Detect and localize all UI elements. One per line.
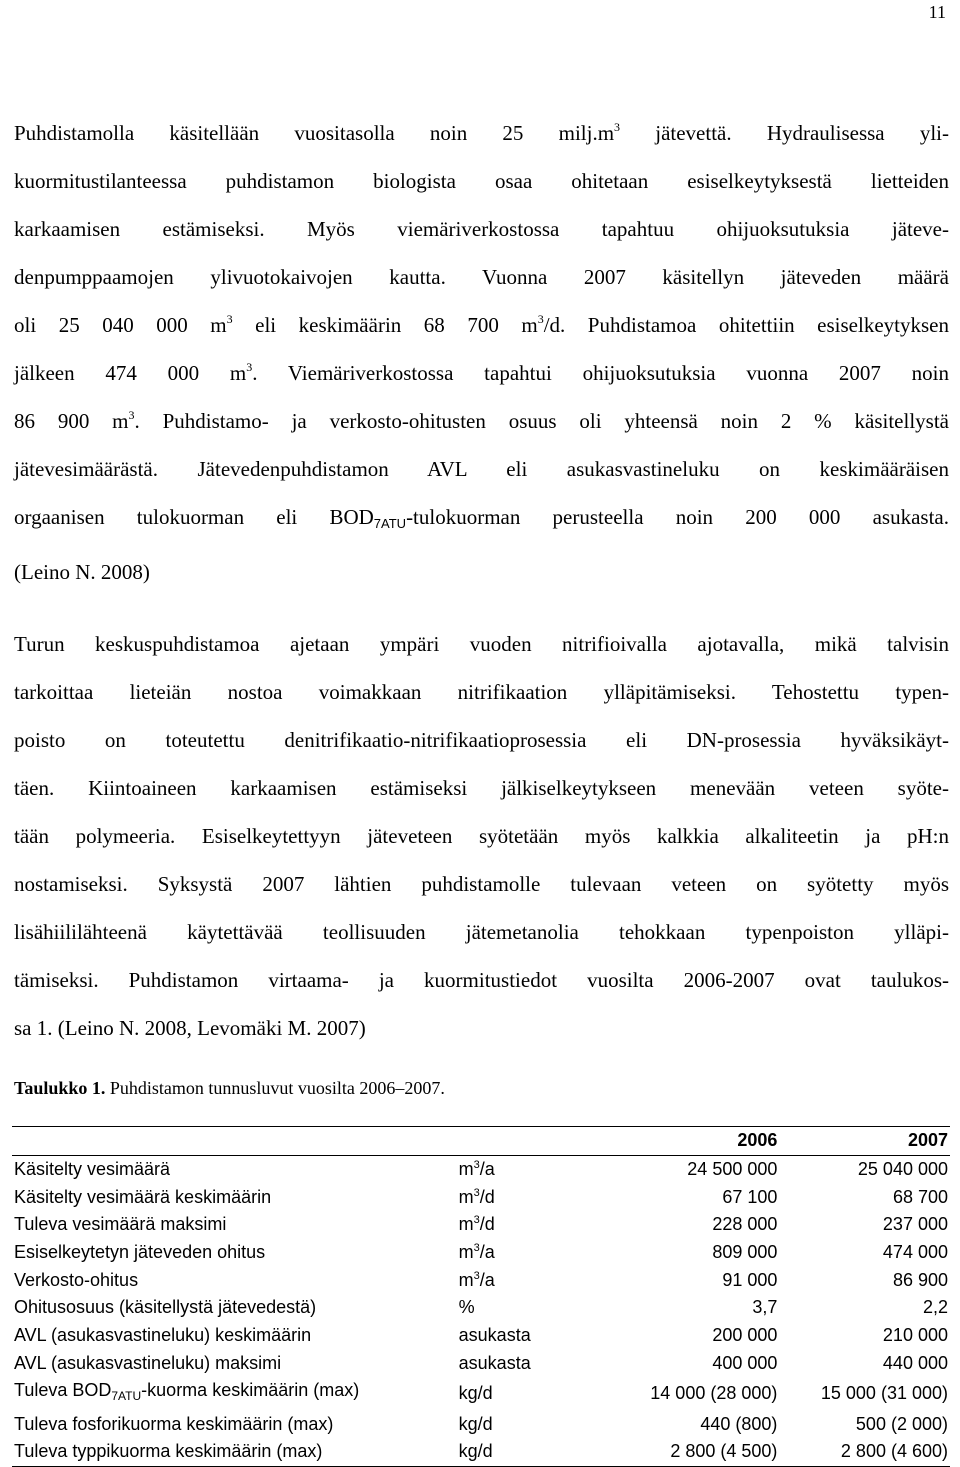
table-row bbox=[12, 1438, 950, 1466]
paragraph-1-line: jälkeen 474 000 $m^3$. Viemäriverkostossa tapahtui ohijuoksutuksia vuonna 2007 noin bbox=[14, 360, 950, 385]
header-label bbox=[12, 1127, 457, 1156]
paragraph-1-line: kuormitustilanteessa puhdistamon biologista osaa ohitetaan esiselkeytyksestä lietteiden bbox=[14, 169, 949, 193]
header-2007: 2007 bbox=[787, 1127, 950, 1156]
paragraph-2 bbox=[14, 620, 949, 1052]
paragraph-2-line: täen. Kiintoaineen karkaamisen estämiseksi jälkiselkeytykseen menevään veteen syöte- bbox=[14, 776, 949, 800]
row-unit: $m^3/d$ bbox=[458, 1214, 495, 1235]
row-unit: asukasta bbox=[458, 1325, 531, 1346]
table-row bbox=[12, 1322, 950, 1350]
table-body bbox=[12, 1155, 950, 1466]
row-value-2006: 67 100 bbox=[722, 1186, 778, 1207]
paragraph-1-line: denpumppaamojen ylivuotokaivojen kautta. Vuonna 2007 käsitellyn jäteveden määrä bbox=[14, 265, 949, 289]
paragraph-2-line: poisto on toteutettu denitrifikaatio-nitrifikaatioprosessia eli DN-prosessia hyväksikäyt- bbox=[14, 728, 949, 752]
row-unit: kg/d bbox=[458, 1413, 493, 1434]
paragraph-2-line: tämiseksi. Puhdistamon virtaama- ja kuormitustiedot vuosilta 2006-2007 ovat taulukos- bbox=[14, 968, 949, 992]
row-value-2006: 200 000 bbox=[712, 1325, 778, 1346]
row-unit: $m^3/a$ bbox=[458, 1159, 495, 1180]
paragraph-2-line: Turun keskuspuhdistamoa ajetaan ympäri vuoden nitrifioivalla ajotavalla, mikä talvisin bbox=[14, 632, 949, 656]
row-unit: asukasta bbox=[458, 1352, 531, 1373]
row-value-2006: 24 500 000 bbox=[687, 1159, 778, 1180]
table-row bbox=[12, 1350, 950, 1378]
paragraph-1-line: Puhdistamolla käsitellään vuositasolla noin 25 $milj.m^3$ jätevettä. Hydraulisessa yli- bbox=[14, 120, 949, 145]
row-value-2007: 15 000 (31 000) bbox=[820, 1383, 948, 1404]
row-value-2007: 2 800 (4 600) bbox=[787, 1438, 950, 1466]
row-value-2006: 14 000 (28 000) bbox=[650, 1383, 778, 1404]
row-label: AVL (asukasvastineluku) maksimi bbox=[14, 1352, 282, 1373]
row-label: Käsitelty vesimäärä bbox=[14, 1159, 171, 1180]
paragraph-1-line: (Leino N. 2008) bbox=[14, 560, 150, 584]
row-value-2006: 400 000 bbox=[712, 1352, 778, 1373]
paragraph-1-line: orgaanisen tulokuorman eli BOD7ATU-tulokuorman perusteella noin 200 000 asukasta. bbox=[14, 505, 949, 531]
row-label: Esiselkeytetyn jäteveden ohitus bbox=[14, 1242, 266, 1263]
table-caption bbox=[14, 1078, 445, 1099]
header-2006: 2006 bbox=[579, 1127, 788, 1156]
paragraph-1-line: oli 25 040 000 $m^3$ eli keskimäärin 68 700 $m^3/d$. Puhdistamoa ohitettiin esiselkeytyksen bbox=[14, 312, 949, 337]
row-label: Tuleva typpikuorma keskimäärin (max) bbox=[12, 1438, 457, 1466]
paragraph-1-line: jätevesimäärästä. Jätevedenpuhdistamon AVL eli asukasvastineluku on keskimääräisen bbox=[14, 457, 949, 481]
table-row bbox=[12, 1266, 950, 1294]
table-caption-label: Taulukko 1. bbox=[14, 1078, 106, 1098]
row-value-2007: 500 (2 000) bbox=[855, 1413, 948, 1434]
table-caption-text: Puhdistamon tunnusluvut vuosilta 2006–2007. bbox=[105, 1078, 445, 1098]
row-label: Tuleva fosforikuorma keskimäärin (max) bbox=[14, 1413, 334, 1434]
row-value-2007: 440 000 bbox=[882, 1352, 948, 1373]
row-value-2007: 237 000 bbox=[882, 1214, 948, 1235]
row-label: Verkosto-ohitus bbox=[14, 1269, 139, 1290]
row-value-2006: 228 000 bbox=[712, 1214, 778, 1235]
table-row bbox=[12, 1211, 950, 1239]
row-unit: kg/d bbox=[457, 1438, 579, 1466]
row-value-2007: 474 000 bbox=[882, 1242, 948, 1263]
table-header-row bbox=[12, 1127, 950, 1156]
row-label: Tuleva $BOD_{7ATU}$-kuorma keskimäärin (max) bbox=[14, 1380, 360, 1404]
row-value-2006: 2 800 (4 500) bbox=[579, 1438, 788, 1466]
row-unit: % bbox=[458, 1297, 475, 1318]
row-unit: $m^3/d$ bbox=[458, 1186, 495, 1207]
table-row bbox=[12, 1377, 950, 1410]
row-value-2006: 3,7 bbox=[752, 1297, 778, 1318]
row-unit: $m^3/a$ bbox=[458, 1242, 495, 1263]
row-unit: kg/d bbox=[458, 1383, 493, 1404]
row-value-2007: 25 040 000 bbox=[857, 1159, 948, 1180]
header-unit bbox=[457, 1127, 579, 1156]
paragraph-1-line: 86 900 $m^3$. Puhdistamo- ja verkosto-ohitusten osuus oli yhteensä noin 2 % käsitellystä bbox=[14, 408, 949, 433]
paragraph-1-line: karkaamisen estämiseksi. Myös viemäriverkostossa tapahtuu ohijuoksutuksia jäteve- bbox=[14, 217, 949, 241]
table-row bbox=[12, 1410, 950, 1438]
paragraph-2-line: tään polymeeria. Esiselkeytettyyn jäteveteen syötetään myös kalkkia alkaliteetin ja pH:n bbox=[14, 824, 949, 848]
data-table bbox=[12, 1126, 950, 1467]
row-label: Tuleva vesimäärä maksimi bbox=[14, 1214, 227, 1235]
paragraph-2-line: nostamiseksi. Syksystä 2007 lähtien puhdistamolle tulevaan veteen on syötetty myös bbox=[14, 872, 949, 896]
row-label: Ohitusosuus (käsitellystä jätevedestä) bbox=[14, 1297, 317, 1318]
row-label: AVL (asukasvastineluku) keskimäärin bbox=[14, 1325, 312, 1346]
page-number: 11 bbox=[928, 2, 946, 22]
paragraph-2-line: sa 1. (Leino N. 2008, Levomäki M. 2007) bbox=[14, 1016, 366, 1040]
row-label: Käsitelty vesimäärä keskimäärin bbox=[14, 1186, 272, 1207]
paragraph-1 bbox=[14, 109, 949, 596]
row-value-2007: 86 900 bbox=[892, 1269, 948, 1290]
row-value-2006: 91 000 bbox=[722, 1269, 778, 1290]
row-unit: $m^3/a$ bbox=[458, 1269, 495, 1290]
table-row bbox=[12, 1183, 950, 1211]
row-value-2006: 440 (800) bbox=[700, 1413, 778, 1434]
row-value-2007: 68 700 bbox=[892, 1186, 948, 1207]
row-value-2007: 210 000 bbox=[882, 1325, 948, 1346]
table-row bbox=[12, 1155, 950, 1183]
table-row bbox=[12, 1294, 950, 1322]
row-value-2006: 809 000 bbox=[712, 1242, 778, 1263]
paragraph-2-line: lisähiililähteenä käytettävää teollisuuden jätemetanolia tehokkaan typenpoiston ylläpi- bbox=[14, 920, 949, 944]
row-value-2007: 2,2 bbox=[922, 1297, 948, 1318]
paragraph-2-line: tarkoittaa lieteiän nostoa voimakkaan nitrifikaation ylläpitämiseksi. Tehostettu typen- bbox=[14, 680, 949, 704]
table-row bbox=[12, 1239, 950, 1267]
